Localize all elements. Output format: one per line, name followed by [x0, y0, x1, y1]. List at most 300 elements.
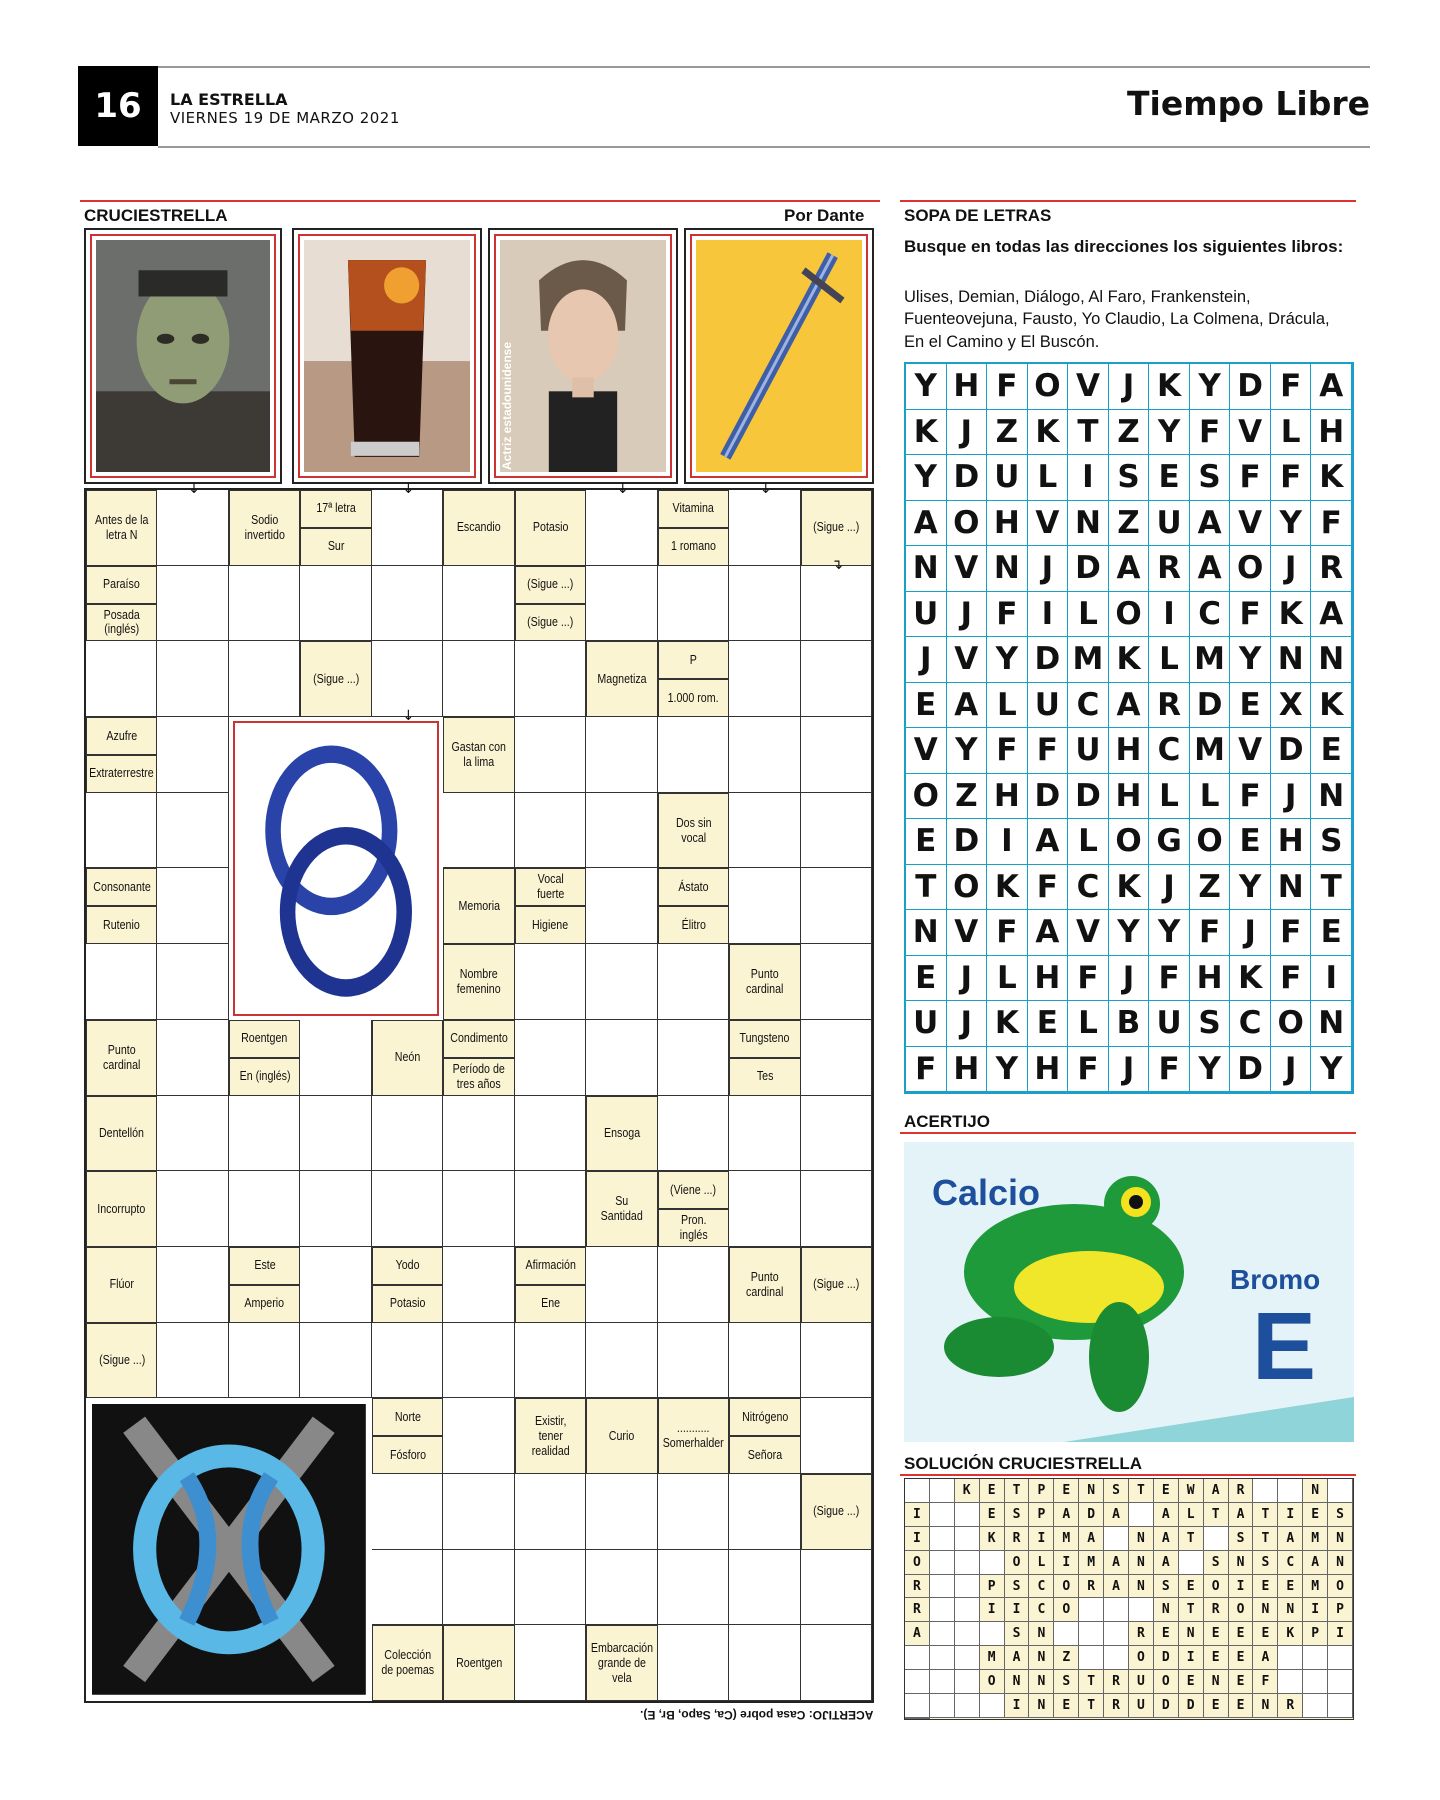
wordsearch-letter[interactable]: A — [1109, 546, 1150, 592]
wordsearch-letter[interactable]: V — [947, 546, 988, 592]
wordsearch-letter[interactable]: L — [1028, 455, 1069, 501]
crossword-cell[interactable] — [801, 641, 872, 717]
crossword-cell[interactable] — [443, 1474, 514, 1550]
wordsearch-letter[interactable]: N — [1271, 637, 1312, 683]
crossword-cell[interactable] — [157, 944, 228, 1020]
wordsearch-letter[interactable]: U — [1149, 501, 1190, 547]
crossword-clue — [515, 490, 586, 566]
crossword-cell[interactable] — [586, 868, 657, 944]
wordsearch-letter[interactable]: J — [1109, 956, 1150, 1002]
crossword-clue — [300, 641, 371, 717]
wordsearch-letter[interactable]: Z — [1109, 410, 1150, 456]
wordsearch-letter[interactable]: C — [1068, 683, 1109, 729]
wordsearch-letter[interactable]: E — [906, 683, 947, 729]
wordsearch-letter[interactable]: T — [906, 865, 947, 911]
crossword-cell[interactable] — [157, 717, 228, 793]
crossword-cell[interactable] — [801, 793, 872, 869]
crossword-cell[interactable] — [801, 1096, 872, 1172]
wordsearch-letter[interactable]: H — [947, 1047, 988, 1093]
wordsearch-letter[interactable]: Y — [947, 728, 988, 774]
crossword-cell[interactable] — [658, 1323, 729, 1399]
crossword-cell[interactable] — [729, 641, 800, 717]
wordsearch-letter[interactable]: Y — [987, 1047, 1028, 1093]
wordsearch-letter[interactable]: K — [987, 1001, 1028, 1047]
wordsearch-letter[interactable]: D — [947, 455, 988, 501]
crossword-cell[interactable] — [729, 566, 800, 642]
crossword-cell[interactable] — [801, 1020, 872, 1096]
wordsearch-letter[interactable]: J — [1271, 774, 1312, 820]
crossword-cell[interactable] — [729, 717, 800, 793]
crossword-cell[interactable] — [586, 490, 657, 566]
crossword-cell[interactable] — [157, 1020, 228, 1096]
crossword-cell[interactable] — [300, 1020, 371, 1096]
wordsearch-letter[interactable]: N — [1068, 501, 1109, 547]
wordsearch-letter[interactable]: K — [906, 410, 947, 456]
wordsearch-letter[interactable]: S — [1109, 455, 1150, 501]
wordsearch-letter[interactable]: C — [1190, 592, 1231, 638]
crossword-cell[interactable] — [801, 1625, 872, 1701]
crossword-cell[interactable] — [443, 641, 514, 717]
wordsearch-letter[interactable]: Z — [1109, 501, 1150, 547]
wordsearch-letter[interactable]: E — [1311, 728, 1352, 774]
wordsearch-letter[interactable]: E — [1311, 910, 1352, 956]
crossword-cell[interactable] — [443, 1171, 514, 1247]
solution-cell: U — [1129, 1694, 1154, 1718]
wordsearch-letter[interactable]: K — [1149, 364, 1190, 410]
wordsearch-letter[interactable]: G — [1149, 819, 1190, 865]
wordsearch-letter[interactable]: J — [1230, 910, 1271, 956]
wordsearch-letter[interactable]: Y — [1149, 410, 1190, 456]
wordsearch-letter[interactable]: N — [987, 546, 1028, 592]
crossword-cell[interactable] — [515, 793, 586, 869]
crossword-cell[interactable] — [86, 793, 157, 869]
crossword-cell[interactable] — [157, 566, 228, 642]
solution-cell: I — [1029, 1527, 1054, 1551]
wordsearch-letter[interactable]: I — [987, 819, 1028, 865]
clue-text: Punto cardinal — [103, 1041, 141, 1072]
solution-cell — [1079, 1622, 1104, 1646]
crossword-cell[interactable] — [801, 868, 872, 944]
crossword-cell[interactable] — [658, 1550, 729, 1626]
crossword-cell[interactable] — [801, 1323, 872, 1399]
wordsearch-letter[interactable]: X — [1271, 683, 1312, 729]
crossword-cell[interactable] — [372, 641, 443, 717]
wordsearch-letter[interactable]: V — [1068, 910, 1109, 956]
crossword-cell[interactable] — [729, 1096, 800, 1172]
wordsearch-letter[interactable]: J — [1109, 364, 1150, 410]
crossword-clue — [443, 868, 514, 944]
wordsearch-letter[interactable]: F — [1068, 956, 1109, 1002]
wordsearch-letter[interactable]: R — [1149, 546, 1190, 592]
wordsearch-letter[interactable]: Y — [906, 455, 947, 501]
wordsearch-letter[interactable]: O — [1028, 364, 1069, 410]
wordsearch-letter[interactable]: N — [1311, 637, 1352, 683]
wordsearch-letter[interactable]: D — [1190, 683, 1231, 729]
crossword-cell[interactable] — [515, 1096, 586, 1172]
wordsearch-letter[interactable]: A — [1109, 683, 1150, 729]
crossword-cell[interactable] — [443, 1323, 514, 1399]
wordsearch-letter[interactable]: U — [987, 455, 1028, 501]
wordsearch-letter[interactable]: M — [1190, 728, 1231, 774]
wordsearch-letter[interactable]: F — [1271, 956, 1312, 1002]
wordsearch-letter[interactable]: F — [987, 364, 1028, 410]
crossword-cell[interactable] — [372, 1474, 443, 1550]
wordsearch-letter[interactable]: U — [1068, 728, 1109, 774]
wordsearch-letter[interactable]: F — [1271, 455, 1312, 501]
crossword-cell[interactable] — [729, 1323, 800, 1399]
wordsearch-letter[interactable]: V — [1230, 410, 1271, 456]
crossword-cell[interactable] — [729, 1625, 800, 1701]
crossword-cell[interactable] — [300, 566, 371, 642]
wordsearch-letter[interactable]: Y — [1190, 1047, 1231, 1093]
wordsearch-letter[interactable]: A — [1311, 592, 1352, 638]
crossword-cell[interactable] — [443, 793, 514, 869]
wordsearch-letter[interactable]: H — [1028, 1047, 1069, 1093]
wordsearch-letter[interactable]: E — [1230, 683, 1271, 729]
wordsearch-letter[interactable]: N — [906, 546, 947, 592]
wordsearch-letter[interactable]: E — [1230, 819, 1271, 865]
wordsearch-letter[interactable]: O — [1109, 819, 1150, 865]
crossword-cell[interactable] — [157, 641, 228, 717]
wordsearch-letter[interactable]: S — [1190, 455, 1231, 501]
wordsearch-letter[interactable]: T — [1311, 865, 1352, 911]
wordsearch-letter[interactable]: L — [1149, 774, 1190, 820]
crossword-cell[interactable] — [801, 1550, 872, 1626]
crossword-cell[interactable] — [157, 1096, 228, 1172]
crossword-cell[interactable] — [443, 1398, 514, 1474]
wordsearch-letter[interactable]: C — [1149, 728, 1190, 774]
wordsearch-letter[interactable]: H — [987, 501, 1028, 547]
crossword-cell[interactable] — [586, 1550, 657, 1626]
wordsearch-letter[interactable]: F — [1190, 910, 1231, 956]
crossword-cell[interactable] — [86, 641, 157, 717]
crossword-cell[interactable] — [658, 1020, 729, 1096]
crossword-cell[interactable] — [372, 490, 443, 566]
wordsearch-letter[interactable]: Y — [1109, 910, 1150, 956]
crossword-cell[interactable] — [157, 1171, 228, 1247]
clue-text: Roentgen — [241, 1030, 288, 1046]
wordsearch-letter[interactable]: Y — [1230, 865, 1271, 911]
crossword-cell[interactable] — [443, 1247, 514, 1323]
crossword-cell[interactable] — [658, 1474, 729, 1550]
crossword-cell[interactable] — [229, 566, 300, 642]
crossword-cell[interactable] — [443, 566, 514, 642]
crossword-cell[interactable] — [729, 868, 800, 944]
wordsearch-letter[interactable]: A — [1028, 910, 1069, 956]
wordsearch-letter[interactable]: J — [1149, 865, 1190, 911]
crossword-cell[interactable] — [229, 1323, 300, 1399]
wordsearch-letter[interactable]: F — [1149, 956, 1190, 1002]
wordsearch-letter[interactable]: T — [1068, 410, 1109, 456]
crossword-cell[interactable] — [515, 1020, 586, 1096]
wordsearch-letter[interactable]: U — [906, 592, 947, 638]
wordsearch-letter[interactable]: A — [906, 501, 947, 547]
wordsearch-letter[interactable]: L — [1190, 774, 1231, 820]
crossword-cell[interactable] — [515, 1171, 586, 1247]
crossword-cell[interactable] — [586, 717, 657, 793]
wordsearch-letter[interactable]: L — [1068, 819, 1109, 865]
wordsearch-letter[interactable]: K — [987, 865, 1028, 911]
crossword-cell[interactable] — [86, 944, 157, 1020]
wordsearch-letter[interactable]: L — [987, 956, 1028, 1002]
wordsearch-letter[interactable]: I — [1311, 956, 1352, 1002]
crossword-cell[interactable] — [157, 793, 228, 869]
wordsearch-letter[interactable]: J — [1271, 1047, 1312, 1093]
wordsearch-letter[interactable]: H — [947, 364, 988, 410]
wordsearch-letter[interactable]: F — [1190, 410, 1231, 456]
arrow-icon: ↴ — [831, 556, 843, 573]
crossword-cell[interactable] — [586, 1323, 657, 1399]
crossword-cell[interactable] — [157, 1247, 228, 1323]
crossword-cell[interactable] — [372, 1550, 443, 1626]
wordsearch-letter[interactable]: D — [1068, 774, 1109, 820]
wordsearch-letter[interactable]: F — [987, 592, 1028, 638]
wordsearch-letter[interactable]: F — [1230, 455, 1271, 501]
wordsearch-letter[interactable]: O — [906, 774, 947, 820]
wordsearch-letter[interactable]: V — [1230, 728, 1271, 774]
wordsearch-letter[interactable]: O — [1109, 592, 1150, 638]
solution-cell: E — [1204, 1646, 1229, 1670]
crossword-cell[interactable] — [372, 1096, 443, 1172]
wordsearch-letter[interactable]: B — [1109, 1001, 1150, 1047]
crossword-cell[interactable] — [658, 717, 729, 793]
solution-cell: N — [1204, 1670, 1229, 1694]
crossword-cell[interactable] — [801, 944, 872, 1020]
crossword-cell[interactable] — [515, 1323, 586, 1399]
wordsearch-letter[interactable]: L — [1068, 592, 1109, 638]
crossword-cell[interactable] — [443, 1550, 514, 1626]
solution-cell — [955, 1598, 980, 1622]
crossword-cell[interactable] — [658, 1096, 729, 1172]
crossword-cell[interactable] — [729, 793, 800, 869]
wordsearch-letter[interactable]: Z — [987, 410, 1028, 456]
wordsearch-letter[interactable]: K — [1271, 592, 1312, 638]
wordsearch-letter[interactable]: J — [947, 956, 988, 1002]
wordsearch-letter[interactable]: O — [947, 865, 988, 911]
wordsearch-letter[interactable]: S — [1311, 819, 1352, 865]
crossword-cell[interactable] — [658, 944, 729, 1020]
crossword-cell[interactable] — [586, 1247, 657, 1323]
wordsearch-letter[interactable]: E — [906, 956, 947, 1002]
wordsearch-letter[interactable]: Y — [1190, 364, 1231, 410]
wordsearch-letter[interactable]: J — [1109, 1047, 1150, 1093]
wordsearch-letter[interactable]: A — [1190, 501, 1231, 547]
wordsearch-letter[interactable]: F — [1068, 1047, 1109, 1093]
wordsearch-letter[interactable]: F — [1271, 364, 1312, 410]
wordsearch-letter[interactable]: E — [1149, 455, 1190, 501]
solution-cell: S — [1054, 1670, 1079, 1694]
crossword-cell[interactable] — [300, 1096, 371, 1172]
wordsearch-letter[interactable]: Y — [906, 364, 947, 410]
wordsearch-letter[interactable]: H — [1028, 956, 1069, 1002]
wordsearch-letter[interactable]: N — [906, 910, 947, 956]
wordsearch-letter[interactable]: Y — [1230, 637, 1271, 683]
crossword-cell[interactable] — [300, 1247, 371, 1323]
crossword-cell[interactable] — [729, 490, 800, 566]
crossword-cell[interactable] — [229, 641, 300, 717]
crossword-cell[interactable] — [658, 1625, 729, 1701]
wordsearch-letter[interactable]: Y — [1149, 910, 1190, 956]
wordsearch-letter[interactable]: V — [1028, 501, 1069, 547]
crossword-cell[interactable] — [300, 1323, 371, 1399]
wordsearch-letter[interactable]: J — [906, 637, 947, 683]
wordsearch-letter[interactable]: D — [1230, 364, 1271, 410]
crossword-cell[interactable] — [229, 1171, 300, 1247]
crossword-cell[interactable] — [372, 566, 443, 642]
crossword-cell[interactable] — [586, 566, 657, 642]
crossword-cell[interactable] — [658, 1247, 729, 1323]
wordsearch-letter[interactable]: K — [1028, 410, 1069, 456]
solution-cell: E — [1229, 1622, 1254, 1646]
crossword-cell[interactable] — [372, 1323, 443, 1399]
wordsearch-letter[interactable]: K — [1109, 865, 1150, 911]
wordsearch-letter[interactable]: U — [906, 1001, 947, 1047]
crossword-cell[interactable] — [229, 1096, 300, 1172]
wordsearch-letter[interactable]: Y — [987, 637, 1028, 683]
wordsearch-letter[interactable]: I — [1028, 592, 1069, 638]
wordsearch-letter[interactable]: U — [1028, 683, 1069, 729]
wordsearch-letter[interactable]: F — [1311, 501, 1352, 547]
solution-cell — [930, 1670, 955, 1694]
crossword-cell[interactable] — [300, 1171, 371, 1247]
wordsearch-letter[interactable]: L — [1271, 410, 1312, 456]
wordsearch-letter[interactable]: L — [1149, 637, 1190, 683]
crossword-cell[interactable] — [515, 717, 586, 793]
wordsearch-letter[interactable]: F — [987, 728, 1028, 774]
wordsearch-letter[interactable]: Y — [1271, 501, 1312, 547]
wordsearch-letter[interactable]: O — [1230, 546, 1271, 592]
wordsearch-letter[interactable]: K — [1230, 956, 1271, 1002]
wordsearch-letter[interactable]: I — [1149, 592, 1190, 638]
wordsearch-letter[interactable]: L — [1068, 1001, 1109, 1047]
sword-image — [696, 240, 862, 472]
wordsearch-letter[interactable]: F — [1149, 1047, 1190, 1093]
wordsearch-letter[interactable]: H — [1109, 774, 1150, 820]
crossword-clue — [443, 1058, 514, 1096]
wordsearch-letter[interactable]: K — [1311, 455, 1352, 501]
crossword-cell[interactable] — [801, 1398, 872, 1474]
wordsearch-letter[interactable]: Z — [947, 774, 988, 820]
crossword-cell[interactable] — [586, 944, 657, 1020]
crossword-clue — [300, 528, 371, 566]
wordsearch-letter[interactable]: N — [1311, 1001, 1352, 1047]
solution-cell: O — [980, 1670, 1005, 1694]
crossword-cell[interactable] — [157, 1323, 228, 1399]
wordsearch-letter[interactable]: C — [1230, 1001, 1271, 1047]
wordsearch-letter[interactable]: D — [1028, 637, 1069, 683]
crossword-cell[interactable] — [801, 1171, 872, 1247]
wordsearch-letter[interactable]: D — [1230, 1047, 1271, 1093]
crossword-cell[interactable] — [515, 1474, 586, 1550]
wordsearch-letter[interactable]: V — [947, 637, 988, 683]
crossword-cell[interactable] — [586, 793, 657, 869]
wordsearch-letter[interactable]: V — [1230, 501, 1271, 547]
wordsearch-letter[interactable]: O — [947, 501, 988, 547]
crossword-cell[interactable] — [515, 1625, 586, 1701]
wordsearch-letter[interactable]: E — [906, 819, 947, 865]
crossword-cell[interactable] — [658, 566, 729, 642]
wordsearch-letter[interactable]: M — [1068, 637, 1109, 683]
wordsearch-letter[interactable]: F — [1271, 910, 1312, 956]
wordsearch-letter[interactable]: A — [1311, 364, 1352, 410]
wordsearch-letter[interactable]: N — [1271, 865, 1312, 911]
crossword-cell[interactable] — [586, 1474, 657, 1550]
wordsearch-letter[interactable]: N — [1311, 774, 1352, 820]
wordsearch-letter[interactable]: V — [906, 728, 947, 774]
wordsearch-letter[interactable]: V — [1068, 364, 1109, 410]
wordsearch-letter[interactable]: H — [987, 774, 1028, 820]
wordsearch-letter[interactable]: V — [947, 910, 988, 956]
wordsearch-letter[interactable]: U — [1149, 1001, 1190, 1047]
wordsearch-letter[interactable]: D — [947, 819, 988, 865]
wordsearch-letter[interactable]: A — [1190, 546, 1231, 592]
wordsearch-letter[interactable]: F — [1028, 728, 1069, 774]
wordsearch-letter[interactable]: F — [987, 910, 1028, 956]
wordsearch-letter[interactable]: A — [1028, 819, 1069, 865]
wordsearch-letter[interactable]: H — [1271, 819, 1312, 865]
wordsearch-letter[interactable]: J — [947, 592, 988, 638]
wordsearch-letter[interactable]: H — [1311, 410, 1352, 456]
wordsearch-letter[interactable]: O — [1190, 819, 1231, 865]
wordsearch-letter[interactable]: M — [1190, 637, 1231, 683]
wordsearch-letter[interactable]: D — [1068, 546, 1109, 592]
wordsearch-letter[interactable]: D — [1271, 728, 1312, 774]
wordsearch-letter[interactable]: J — [947, 410, 988, 456]
crossword-cell[interactable] — [515, 1550, 586, 1626]
wordsearch-letter[interactable]: E — [1028, 1001, 1069, 1047]
wordsearch-letter[interactable]: J — [947, 1001, 988, 1047]
crossword-cell[interactable] — [515, 944, 586, 1020]
solution-cell: I — [1278, 1503, 1303, 1527]
solution-cell: M — [1303, 1527, 1328, 1551]
solution-cell: L — [1179, 1503, 1204, 1527]
wordsearch-letter[interactable]: Y — [1311, 1047, 1352, 1093]
wordsearch-letter[interactable]: H — [1109, 728, 1150, 774]
wordsearch-letter[interactable]: I — [1068, 455, 1109, 501]
wordsearch-letter[interactable]: D — [1028, 774, 1069, 820]
wordsearch-letter[interactable]: F — [906, 1047, 947, 1093]
wordsearch-letter[interactable]: J — [1028, 546, 1069, 592]
wordsearch-letter[interactable]: R — [1311, 546, 1352, 592]
crossword-cell[interactable] — [443, 1096, 514, 1172]
crossword-cell[interactable] — [157, 490, 228, 566]
wordsearch-letter[interactable]: A — [947, 683, 988, 729]
wordsearch-letter[interactable]: S — [1190, 1001, 1231, 1047]
wordsearch-letter[interactable]: R — [1149, 683, 1190, 729]
crossword-cell[interactable] — [515, 641, 586, 717]
wordsearch-letter[interactable]: C — [1068, 865, 1109, 911]
wordsearch-letter[interactable]: O — [1271, 1001, 1312, 1047]
wordsearch-letter[interactable]: L — [987, 683, 1028, 729]
crossword-cell[interactable] — [729, 1171, 800, 1247]
wordsearch-letter[interactable]: K — [1109, 637, 1150, 683]
wordsearch-letter[interactable]: F — [1230, 774, 1271, 820]
crossword-cell[interactable] — [586, 1020, 657, 1096]
crossword-cell[interactable] — [372, 1171, 443, 1247]
crossword-cell[interactable] — [157, 868, 228, 944]
wordsearch-letter[interactable]: K — [1311, 683, 1352, 729]
crossword-cell[interactable] — [729, 1474, 800, 1550]
crossword-cell[interactable] — [729, 1550, 800, 1626]
wordsearch-letter[interactable]: J — [1271, 546, 1312, 592]
crossword-cell[interactable] — [801, 717, 872, 793]
crossword-cell[interactable] — [801, 566, 872, 642]
wordsearch-letter[interactable]: H — [1190, 956, 1231, 1002]
wordsearch-letter[interactable]: F — [1028, 865, 1069, 911]
wordsearch-letter[interactable]: Z — [1190, 865, 1231, 911]
wordsearch-letter[interactable]: F — [1230, 592, 1271, 638]
clue-text: Este — [253, 1257, 276, 1273]
